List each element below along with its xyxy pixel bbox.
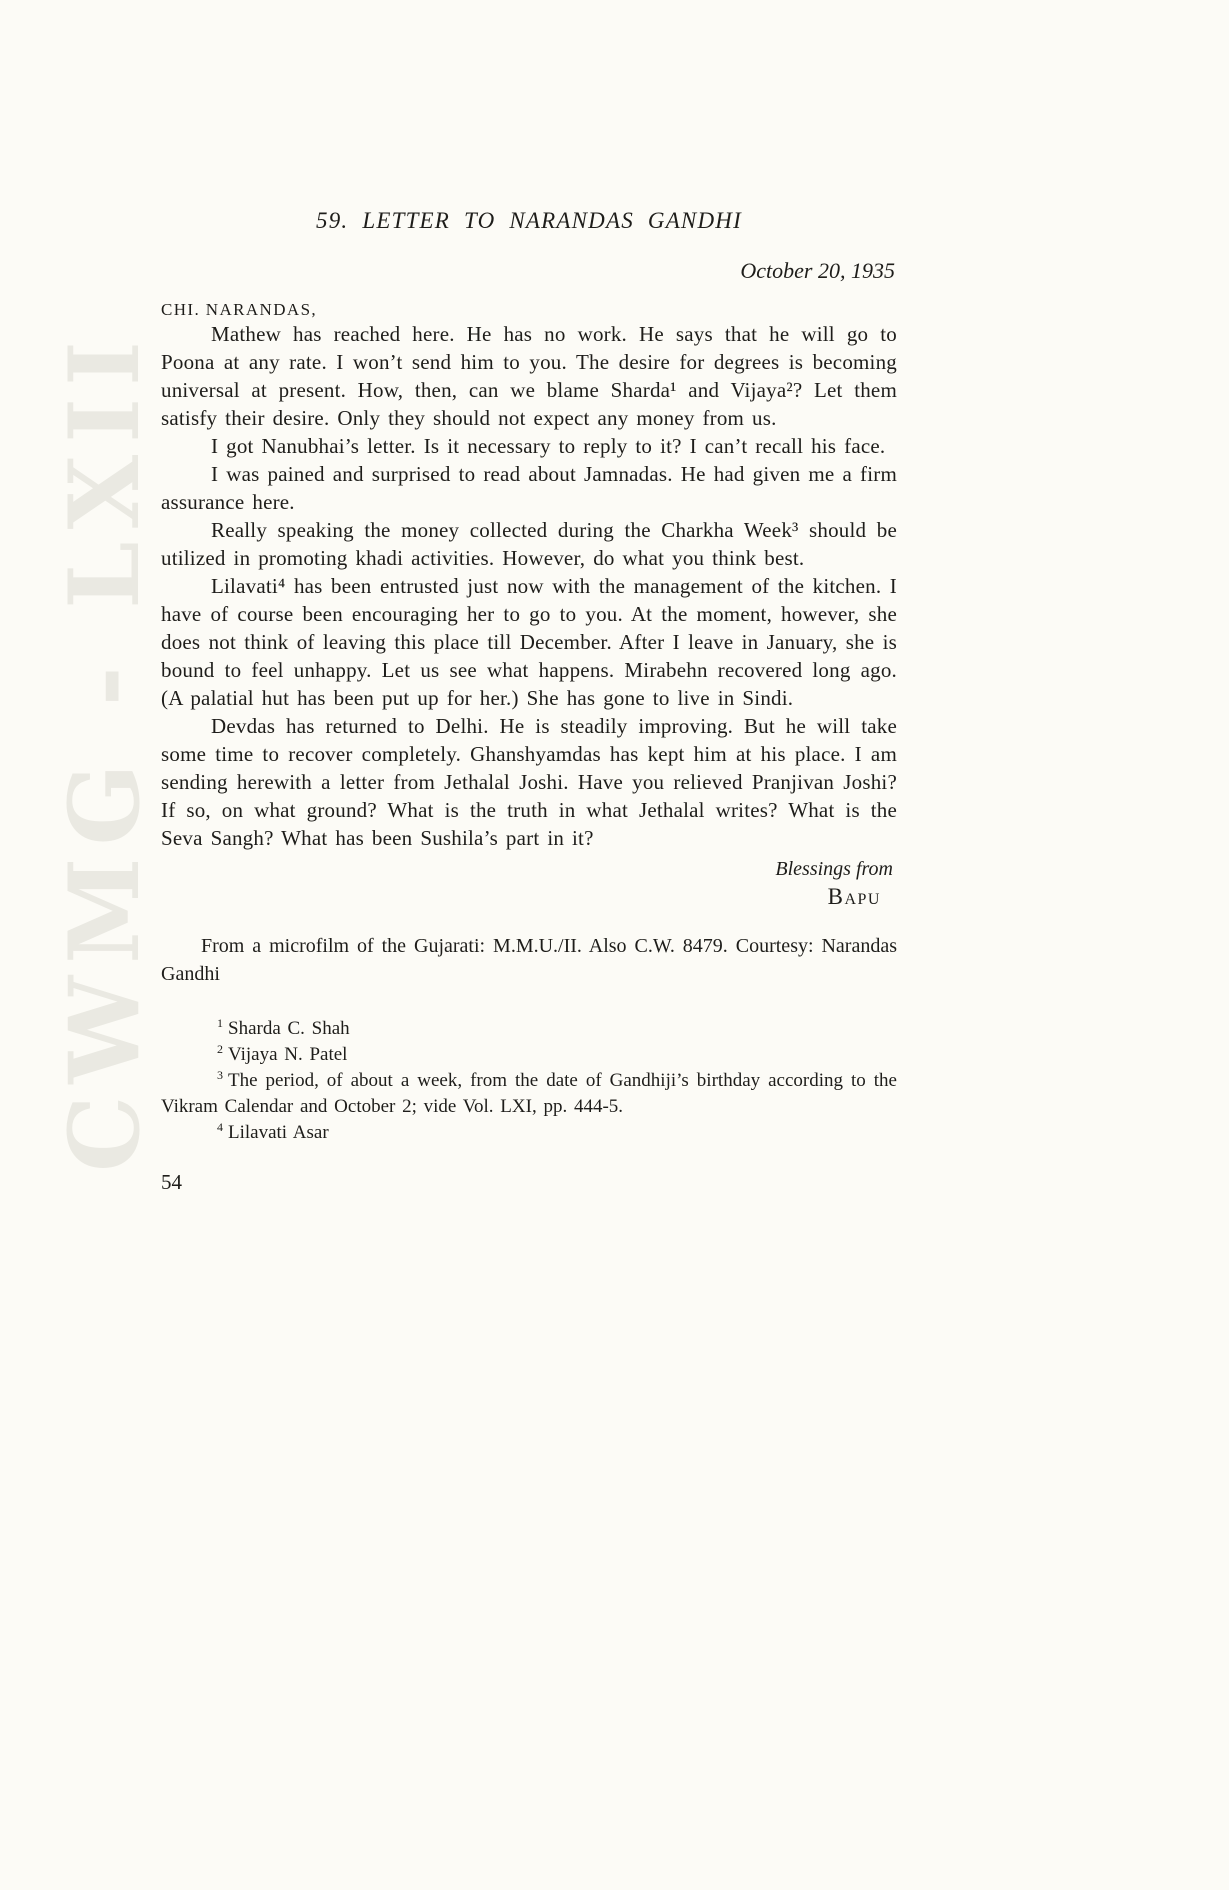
footnote-text: The period, of about a week, from the date of Gandhiji’s birthday according to the Vikram Calendar and October 2; vide Vol. LXI, pp. 444-5. [161,1070,897,1117]
letter-paragraph: Mathew has reached here. He has no work. He says that he will go to Poona at any rate. I won’t send him to you. The desire for degrees is becoming universal at present. How, then, can we blame Sharda¹ and Vijaya²? Let them satisfy their desire. Only they should not expect any money from us. [161,322,897,430]
letter-content [161,0,897,1195]
closing-blessings: Blessings from [775,858,893,880]
footnotes-block [161,1016,897,1146]
footnote [161,1016,897,1042]
letter-paragraph: I was pained and surprised to read about Jamnadas. He had given me a firm assurance here. [161,462,897,514]
footnote-number: 2 [217,1041,223,1056]
letter-paragraph: Lilavati⁴ has been entrusted just now with the management of the kitchen. I have of course been encouraging her to go to you. At the moment, however, she does not think of leaving this place till December. After I leave in January, she is bound to feel unhappy. Let us see what happens. Mirabehn recovered long ago. (A palatial hut has been put up for her.) She has gone to live in Sindi. [161,574,897,710]
footnote-number: 1 [217,1015,223,1030]
page-number: 54 [161,1170,182,1194]
letter-paragraph: I got Nanubhai’s letter. Is it necessary to reply to it? I can’t recall his face. [211,434,886,458]
letter-salutation: CHI. NARANDAS, [161,300,318,319]
footnote-text: Lilavati Asar [228,1122,329,1143]
signature-bapu: Bapu [827,884,881,909]
footnote [161,1042,897,1068]
letter-paragraph: Really speaking the money collected during the Charkha Week³ should be utilized in promoting khadi activities. However, do what you think best. [161,518,897,570]
footnote [161,1120,897,1146]
letter-date: October 20, 1935 [740,258,895,283]
footnote [161,1068,897,1120]
letter-paragraph: Devdas has returned to Delhi. He is steadily improving. But he will take some time to recover completely. Ghanshyamdas has kept him at his place. I am sending herewith a letter from Jethalal Joshi. Have you relieved Pranjivan Joshi? If so, on what ground? What is the truth in what Jethalal writes? What is the Seva Sangh? What has been Sushila’s part in it? [161,714,897,850]
footnote-text: Sharda C. Shah [228,1018,350,1039]
footnote-text: Vijaya N. Patel [228,1044,348,1065]
footnote-number: 4 [217,1119,223,1134]
volume-watermark: CWMG - LXII [48,329,161,1172]
source-note: From a microfilm of the Gujarati: M.M.U./II. Also C.W. 8479. Courtesy: Narandas Gandhi [161,935,897,985]
letter-heading: 59. LETTER TO NARANDAS GANDHI [316,208,742,233]
footnote-number: 3 [217,1067,223,1082]
